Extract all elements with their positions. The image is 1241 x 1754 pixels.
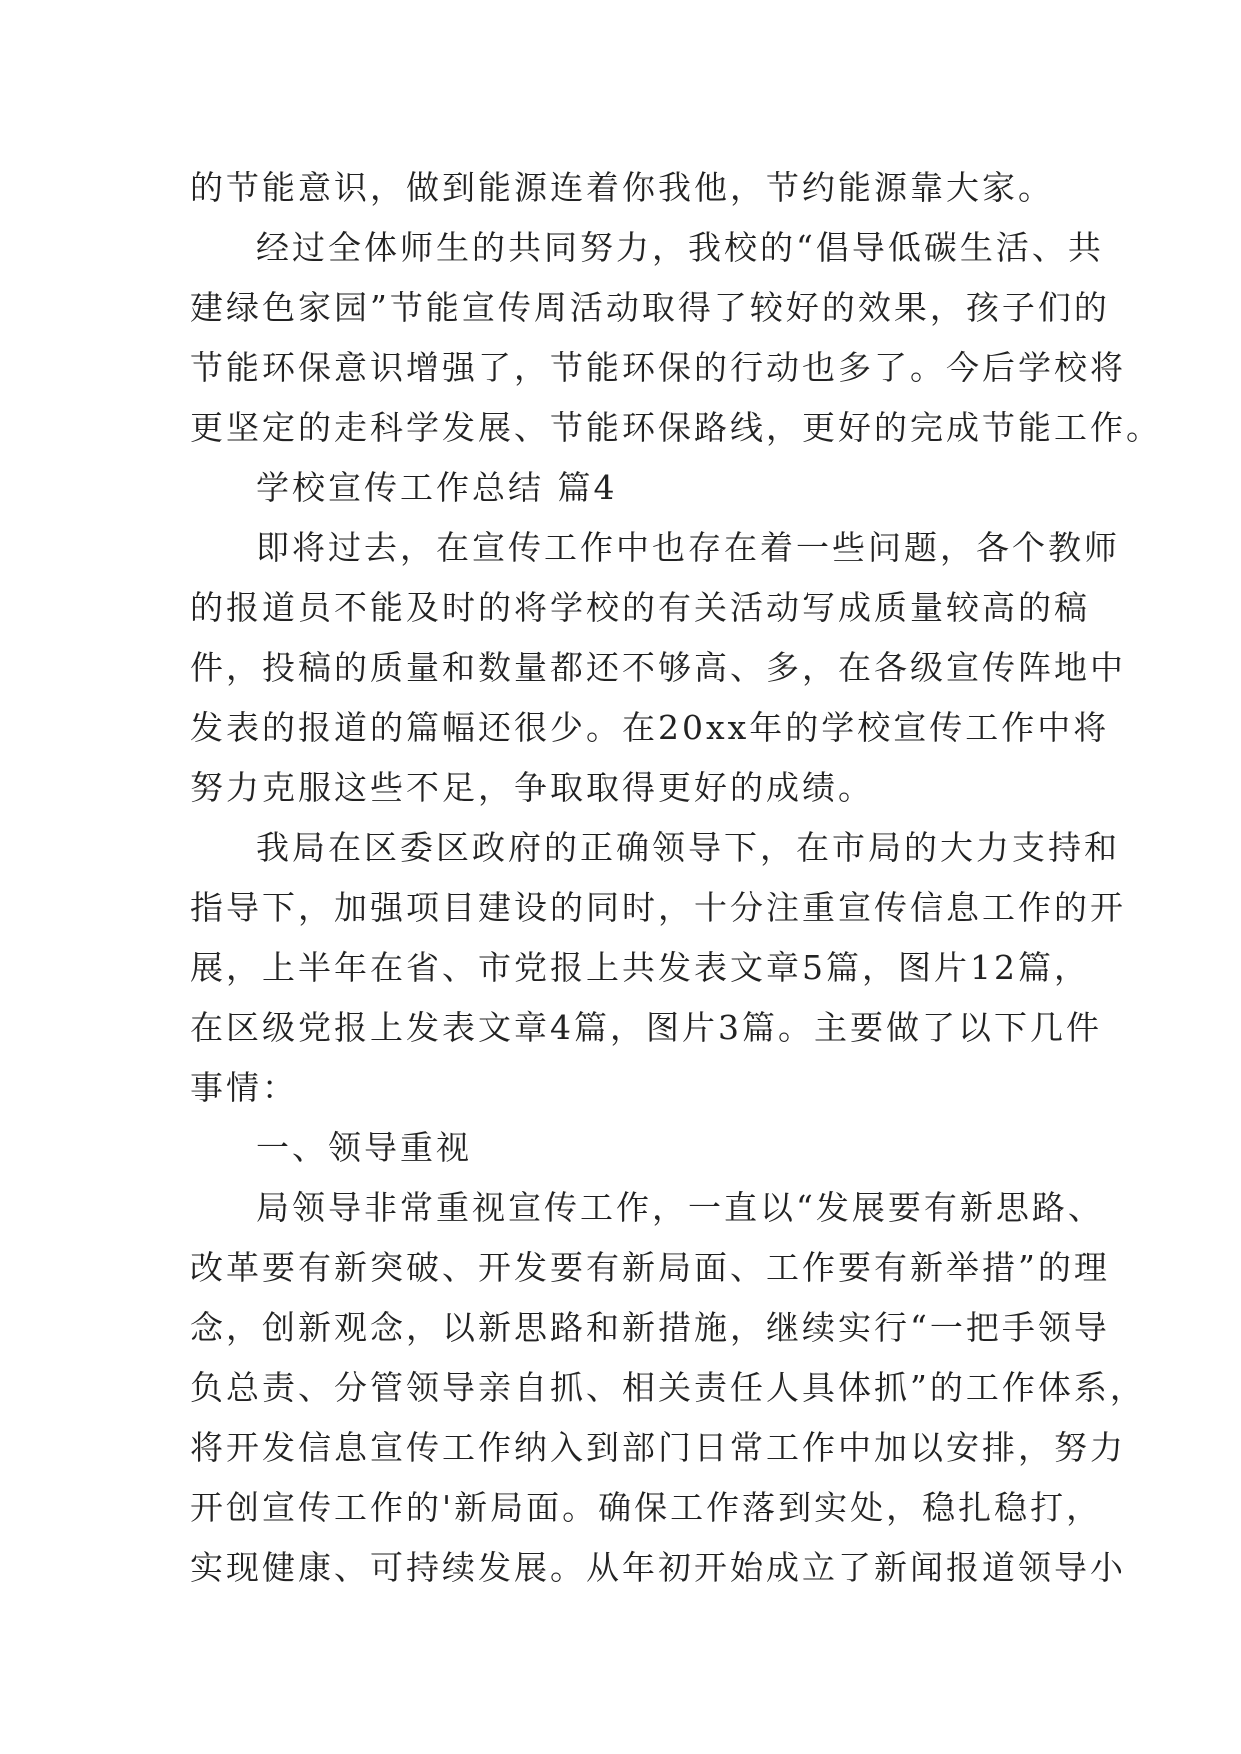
- text-line: 建绿色家园”节能宣传周活动取得了较好的效果，孩子们的: [190, 288, 1110, 327]
- text-line: 事情：: [190, 1068, 298, 1107]
- text-line: 件，投稿的质量和数量都还不够高、多，在各级宣传阵地中: [190, 648, 1126, 687]
- text-line: 将开发信息宣传工作纳入到部门日常工作中加以安排，努力: [190, 1428, 1126, 1467]
- text-line: 念，创新观念，以新思路和新措施，继续实行“一把手领导: [190, 1308, 1110, 1347]
- text-line: 节能环保意识增强了，节能环保的行动也多了。今后学校将: [190, 348, 1126, 387]
- text-line: 实现健康、可持续发展。从年初开始成立了新闻报道领导小: [190, 1548, 1126, 1587]
- text-line: 学校宣传工作总结 篇4: [256, 468, 618, 507]
- document-body: [190, 158, 1162, 1598]
- text-line: 一、领导重视: [256, 1128, 472, 1167]
- text-line: 我局在区委区政府的正确领导下，在市局的大力支持和: [256, 828, 1120, 867]
- text-line: 在区级党报上发表文章4篇，图片3篇。主要做了以下几件: [190, 1008, 1102, 1047]
- text-line: 改革要有新突破、开发要有新局面、工作要有新举措”的理: [190, 1248, 1110, 1287]
- text-line: 的报道员不能及时的将学校的有关活动写成质量较高的稿: [190, 588, 1090, 627]
- text-line: 更坚定的走科学发展、节能环保路线，更好的完成节能工作。: [190, 408, 1162, 447]
- text-line: 努力克服这些不足，争取取得更好的成绩。: [190, 768, 874, 807]
- text-line: 指导下，加强项目建设的同时，十分注重宣传信息工作的开: [190, 888, 1126, 927]
- text-line: 负总责、分管领导亲自抓、相关责任人具体抓”的工作体系，: [190, 1368, 1146, 1407]
- text-line: 开创宣传工作的'新局面。确保工作落到实处，稳扎稳打，: [190, 1488, 1103, 1527]
- text-line: 的节能意识，做到能源连着你我他，节约能源靠大家。: [190, 168, 1054, 207]
- text-line: 即将过去，在宣传工作中也存在着一些问题，各个教师: [256, 528, 1120, 567]
- text-line: 发表的报道的篇幅还很少。在20xx年的学校宣传工作中将: [190, 708, 1110, 747]
- text-line: 经过全体师生的共同努力，我校的“倡导低碳生活、共: [256, 228, 1104, 267]
- text-line: 局领导非常重视宣传工作，一直以“发展要有新思路、: [256, 1188, 1104, 1227]
- text-line: 展，上半年在省、市党报上共发表文章5篇，图片12篇，: [190, 948, 1090, 987]
